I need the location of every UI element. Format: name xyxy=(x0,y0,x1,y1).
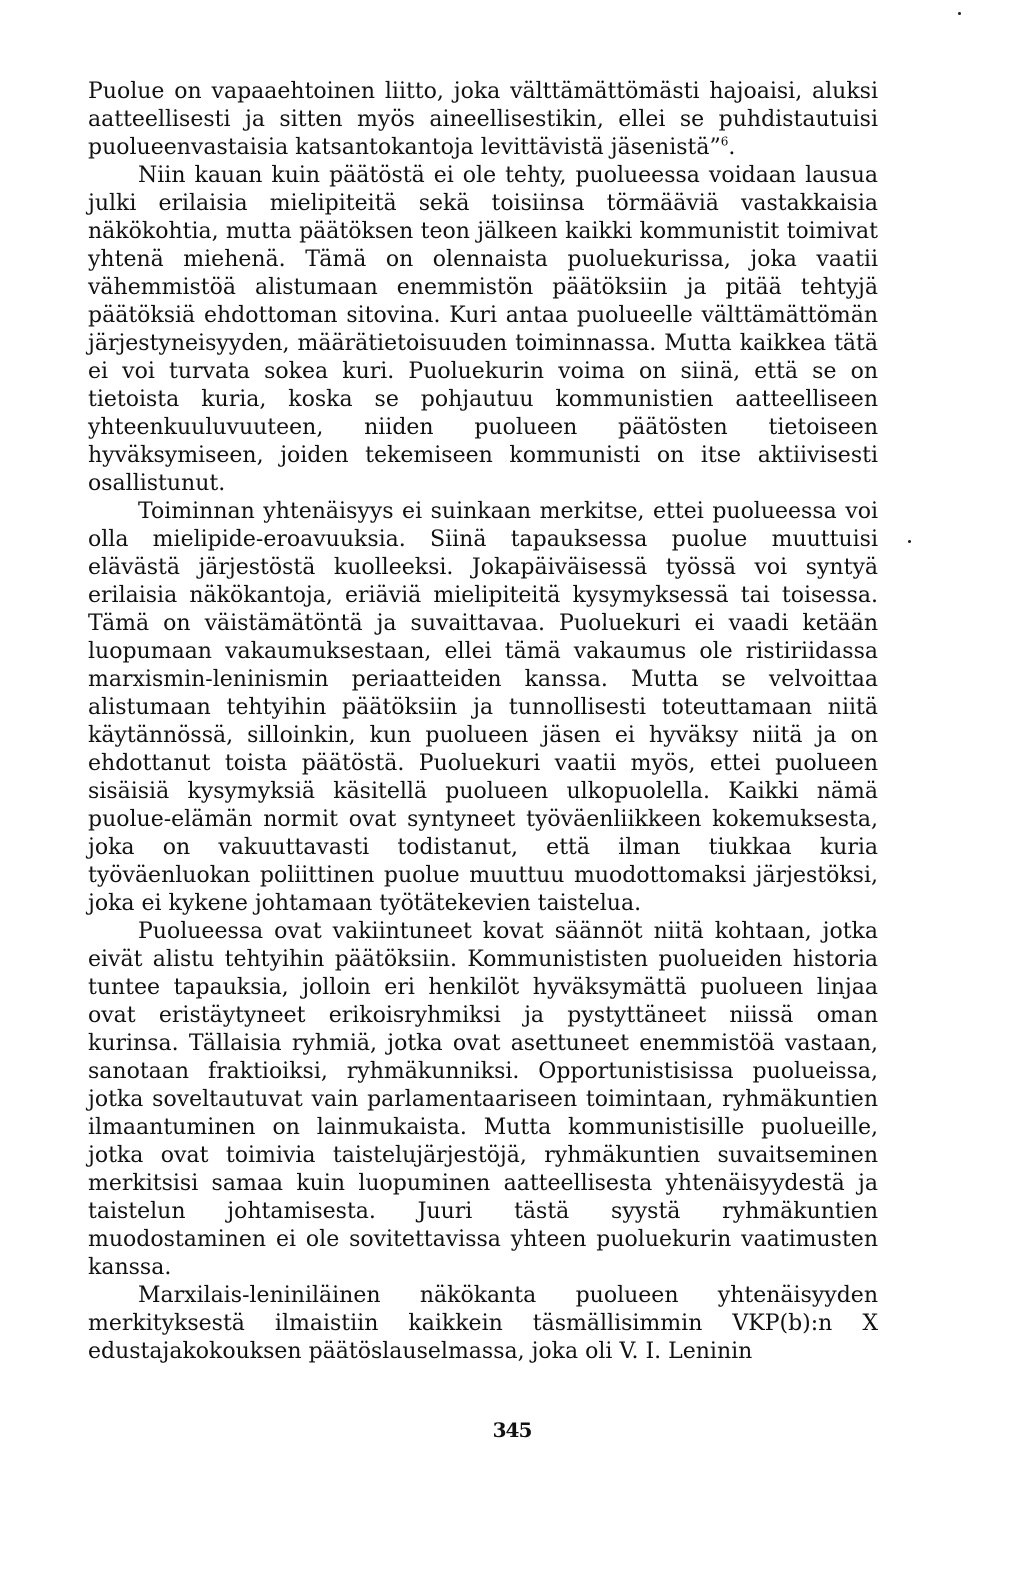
page-number: 345 xyxy=(492,1418,532,1442)
paragraph-4: Puolueessa ovat vakiintuneet kovat säännöt niitä kohtaan, jotka eivät alistu tehtyihin päätöksiin. Kommunististen puolueiden historia tuntee tapauksia, jolloin eri henkilöt hyväksymättä puolueen linjaa ovat eristäytyneet erikoisryhmiksi ja pystyttäneet niissä oman kurinsa. Tällaisia ryhmiä, jotka ovat asettuneet enemmistöä vastaan, sanotaan fraktioiksi, ryhmäkunniksi. Opportunistisissa puolueissa, jotka soveltautuvat vain parlamentaariseen toimintaan, ryhmäkuntien ilmaantuminen on lainmukaista. Mutta kommunistisille puolueille, jotka ovat toimivia taistelujärjestöjä, ryhmäkuntien suvaitseminen merkitsisi samaa kuin luopuminen aatteellisesta yhtenäisyydestä ja taistelun johtamisesta. Juuri tästä syystä ryhmäkuntien muodostaminen ei ole sovitettavissa yhteen puoluekurin vaatimusten kanssa. xyxy=(88,919,878,1280)
paragraph-1-text: Puolue on vapaaehtoinen liitto, joka välttämättömästi hajoaisi, aluksi aatteellisesti ja sitten myös aineellisestikin, ellei se puhdistautuisi puolueenvastaisia katsantokantoja levittävistä jäsenistä” xyxy=(88,79,878,160)
paragraph-2: Niin kauan kuin päätöstä ei ole tehty, puolueessa voidaan lausua julki erilaisia mielipiteitä sekä toisiinsa törmääviä vastakkaisia näkökohtia, mutta päätöksen teon jälkeen kaikki kommunistit toimivat yhtenä miehenä. Tämä on olennaista puoluekurissa, joka vaatii vähemmistöä alistumaan enemmistön päätöksiin ja pitää tehtyjä päätöksiä ehdottoman sitovina. Kuri antaa puolueelle välttämättömän järjestyneisyyden, määrätietoisuuden toiminnassa. Mutta kaikkea tätä ei voi turvata sokea kuri. Puoluekurin voima on siinä, että se on tietoista kuria, koska se pohjautuu kommunistien aatteelliseen yhteenkuuluvuuteen, niiden puolueen päätösten tietoiseen hyväksymiseen, joiden tekemiseen kommunisti on itse aktiivisesti osallistunut. xyxy=(88,163,878,496)
scan-speck xyxy=(908,540,911,543)
footnote-marker: 6 xyxy=(720,134,729,149)
paragraph-1: Puolue on vapaaehtoinen liitto, joka välttämättömästi hajoaisi, aluksi aatteellisesti ja sitten myös aineellisestikin, ellei se puhdistautuisi puolueenvastaisia katsantokantoja levittävistä jäsenistä”$^6$. xyxy=(88,79,878,160)
scan-speck xyxy=(958,12,961,15)
paragraph-3: Toiminnan yhtenäisyys ei suinkaan merkitse, ettei puolueessa voi olla mielipide-eroavuuksia. Siinä tapauksessa puolue muuttuisi elävästä järjestöstä kuolleeksi. Jokapäiväisessä työssä voi syntyä erilaisia näkökantoja, eriäviä mielipiteitä kysymyksessä tai toisessa. Tämä on väistämätöntä ja suvaittavaa. Puoluekuri ei vaadi ketään luopumaan vakaumuksestaan, ellei tämä vakaumus ole ristiriidassa marxismin-leninismin periaatteiden kanssa. Mutta se velvoittaa alistumaan tehtyihin päätöksiin ja tunnollisesti toteuttamaan niitä käytännössä, silloinkin, kun puolueen jäsen ei hyväksy niitä ja on ehdottanut toista päätöstä. Puoluekuri vaatii myös, ettei puolueen sisäisiä kysymyksiä käsitellä puolueen ulkopuolella. Kaikki nämä puolue-elämän normit ovat syntyneet työväenliikkeen kokemuksesta, joka on vakuuttavasti todistanut, että ilman tiukkaa kuria työväenluokan poliittinen puolue muuttuu muodottomaksi järjestöksi, joka ei kykene johtamaan työtätekevien taistelua. xyxy=(88,499,878,916)
paragraph-5: Marxilais-leniniläinen näkökanta puolueen yhtenäisyyden merkityksestä ilmaistiin kaikkein täsmällisimmin VKP(b):n X edustajakokouksen päätöslauselmassa, joka oli V. I. Leninin xyxy=(88,1283,878,1364)
page-text-body xyxy=(88,78,878,1458)
